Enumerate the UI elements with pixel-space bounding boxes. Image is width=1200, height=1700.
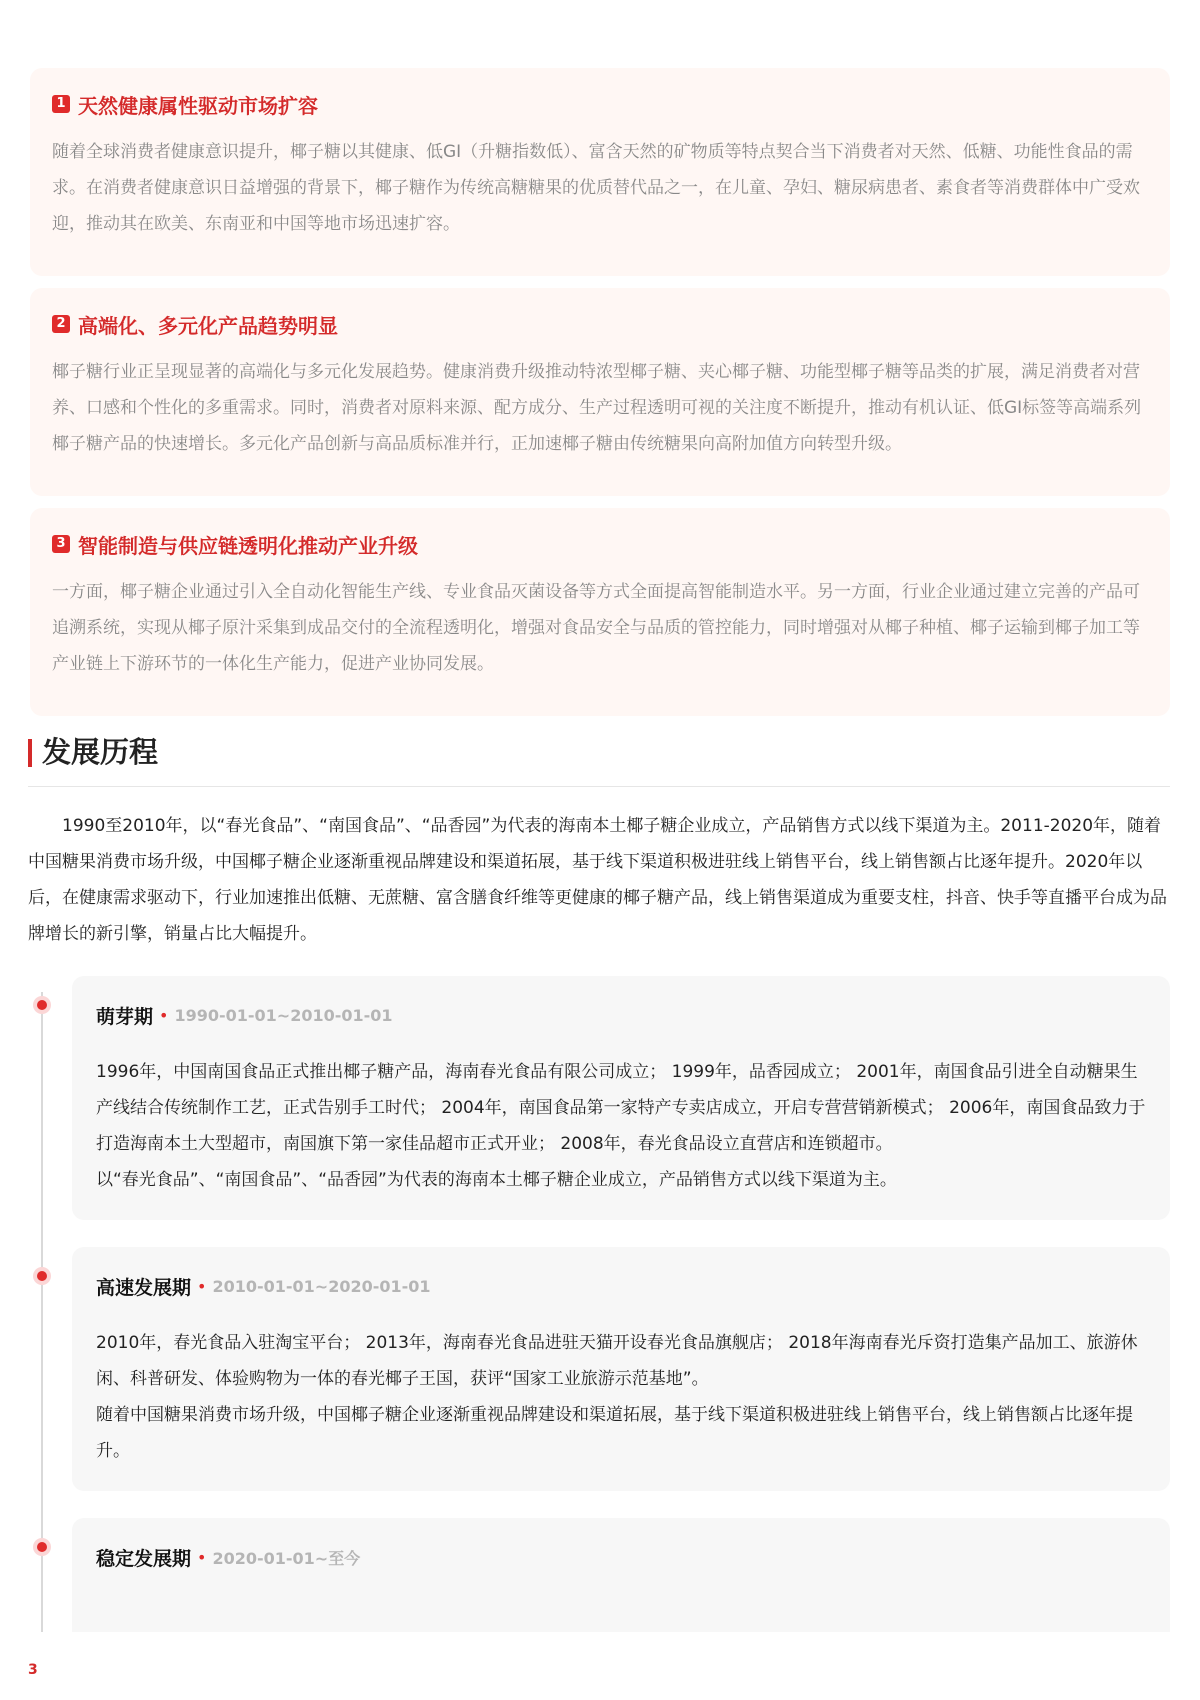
stage-events: 2010年，春光食品入驻淘宝平台； 2013年，海南春光食品进驻天猫开设春光食品旗舰店； 2018年海南春光斥资打造集产品加工、旅游休闲、科普研发、体验购物为一体的春光椰子王国，获评“国家工业旅游示范基地”。: [96, 1333, 1138, 1389]
stage-name: 萌芽期: [96, 1005, 154, 1028]
timeline-dot-icon: [33, 996, 51, 1014]
stage-body: [96, 1325, 1146, 1469]
number-badge: 3: [52, 535, 70, 553]
trend-body: 一方面，椰子糖企业通过引入全自动化智能生产线、专业食品灭菌设备等方式全面提高智能制造水平。另一方面，行业企业通过建立完善的产品可追溯系统，实现从椰子原汁采集到成品交付的全流程透明化，增强对食品安全与品质的管控能力，同时增强对从椰子种植、椰子运输到椰子加工等产业链上下游环节的一体化生产能力，促进产业协同发展。: [52, 582, 1140, 674]
timeline-dot-icon: [33, 1538, 51, 1556]
trend-card-1: [30, 68, 1170, 276]
trend-title: 高端化、多元化产品趋势明显: [78, 313, 338, 338]
number-badge: 2: [52, 315, 70, 333]
section-heading: [28, 730, 1170, 787]
stage-card-1: [72, 976, 1170, 1220]
stage-date: 1990-01-01~2010-01-01: [174, 1005, 393, 1025]
section-accent-bar: [28, 739, 32, 767]
stage-events: 1996年，中国南国食品正式推出椰子糖产品，海南春光食品有限公司成立； 1999年，品香园成立； 2001年，南国食品引进全自动糖果生产线结合传统制作工艺，正式告别手工时代； 2004年，南国食品第一家特产专卖店成立，开启专营营销新模式； 2006年，南国食品致力于打造海南本土大型超市，南国旗下第一家佳品超市正式开业； 2008年，春光食品设立直营店和连锁超市。: [96, 1062, 1146, 1154]
page-number: 3: [28, 1662, 38, 1678]
stage-name: 稳定发展期: [96, 1547, 192, 1570]
stage-body: [96, 1054, 1146, 1198]
stage-header: [96, 1271, 1146, 1301]
trend-title-row: [52, 530, 1148, 558]
stage-date: 2020-01-01~至今: [212, 1548, 361, 1568]
stage-card-2: [72, 1247, 1170, 1491]
trend-card-3: [30, 508, 1170, 716]
stage-summary: 随着中国糖果消费市场升级，中国椰子糖企业逐渐重视品牌建设和渠道拓展，基于线下渠道积极进驻线上销售平台，线上销售额占比逐年提升。: [96, 1405, 1133, 1461]
trend-title-row: [52, 310, 1148, 338]
stage-header: [96, 1000, 1146, 1030]
stage-separator: •: [197, 1276, 207, 1296]
stage-separator: •: [197, 1547, 207, 1567]
trend-title-row: [52, 90, 1148, 118]
stage-separator: •: [159, 1005, 169, 1025]
section-intro: 1990至2010年，以“春光食品”、“南国食品”、“品香园”为代表的海南本土椰子糖企业成立，产品销售方式以线下渠道为主。2011-2020年，随着中国糖果消费市场升级，中国椰子糖企业逐渐重视品牌建设和渠道拓展，基于线下渠道积极进驻线上销售平台，线上销售额占比逐年提升。2020年以后，在健康需求驱动下，行业加速推出低糖、无蔗糖、富含膳食纤维等更健康的椰子糖产品，线上销售渠道成为重要支柱，抖音、快手等直播平台成为品牌增长的新引擎，销量占比大幅提升。: [28, 816, 1167, 944]
timeline-dot-icon: [33, 1267, 51, 1285]
timeline-line: [41, 992, 43, 1632]
trend-body: 随着全球消费者健康意识提升，椰子糖以其健康、低GI（升糖指数低）、富含天然的矿物质等特点契合当下消费者对天然、低糖、功能性食品的需求。在消费者健康意识日益增强的背景下，椰子糖作为传统高糖糖果的优质替代品之一，在儿童、孕妇、糖尿病患者、素食者等消费群体中广受欢迎，推动其在欧美、东南亚和中国等地市场迅速扩容。: [52, 142, 1140, 234]
section-title: 发展历程: [42, 735, 159, 769]
trend-card-2: [30, 288, 1170, 496]
trend-title: 天然健康属性驱动市场扩容: [78, 93, 318, 118]
stage-header: [96, 1542, 1146, 1572]
stage-card-3: [72, 1518, 1170, 1632]
stage-summary: 以“春光食品”、“南国食品”、“品香园”为代表的海南本土椰子糖企业成立，产品销售方式以线下渠道为主。: [96, 1170, 897, 1190]
stage-name: 高速发展期: [96, 1276, 192, 1299]
stage-date: 2010-01-01~2020-01-01: [212, 1276, 431, 1296]
trend-title: 智能制造与供应链透明化推动产业升级: [78, 533, 418, 558]
number-badge: 1: [52, 95, 70, 113]
trend-body: 椰子糖行业正呈现显著的高端化与多元化发展趋势。健康消费升级推动特浓型椰子糖、夹心椰子糖、功能型椰子糖等品类的扩展，满足消费者对营养、口感和个性化的多重需求。同时，消费者对原料来源、配方成分、生产过程透明可视的关注度不断提升，推动有机认证、低GI标签等高端系列椰子糖产品的快速增长。多元化产品创新与高品质标准并行，正加速椰子糖由传统糖果向高附加值方向转型升级。: [52, 362, 1142, 454]
